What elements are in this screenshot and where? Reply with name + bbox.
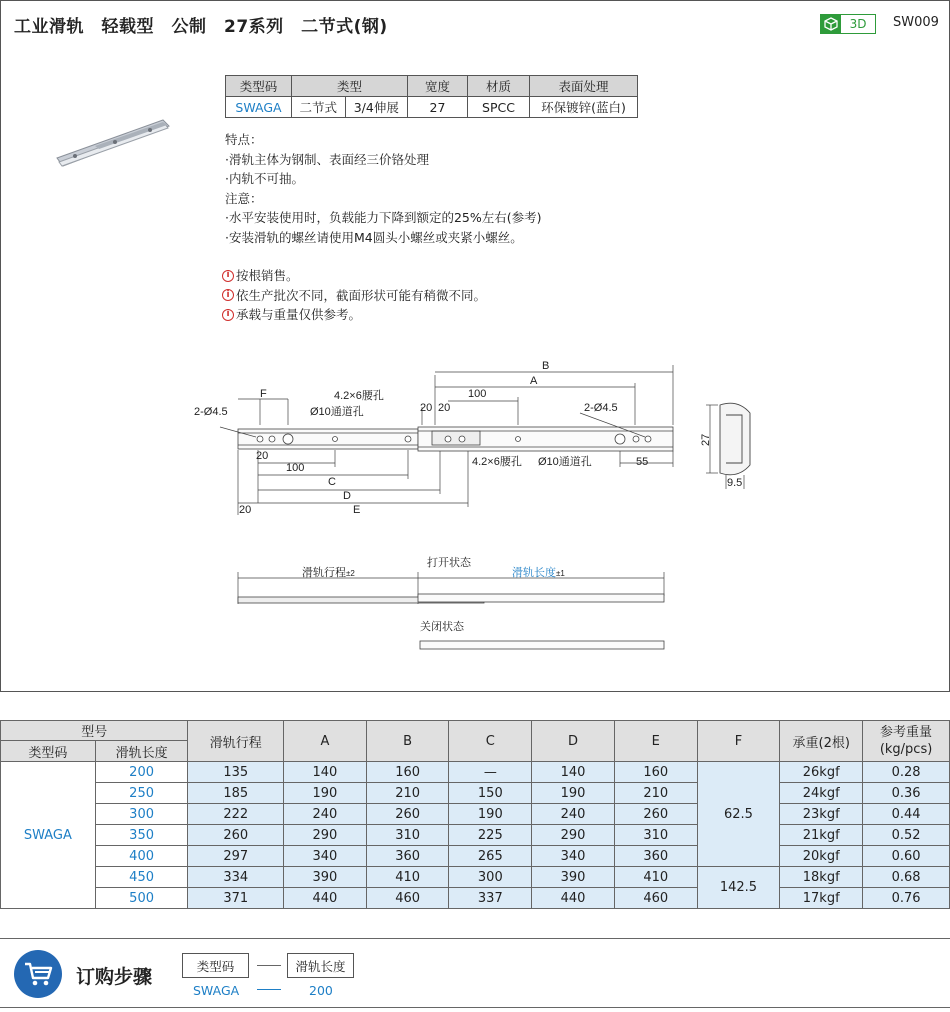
c-cell: 300 — [449, 867, 532, 888]
a-cell: 340 — [284, 846, 367, 867]
e-cell: 410 — [614, 867, 697, 888]
e-cell: 360 — [614, 846, 697, 867]
b-cell: 410 — [366, 867, 449, 888]
note-row — [222, 266, 486, 286]
c-cell: 190 — [449, 804, 532, 825]
sub-header-type-code: 类型码 — [1, 741, 96, 762]
b-cell: 460 — [366, 888, 449, 909]
info-icon: i — [222, 270, 234, 282]
note-row — [222, 305, 486, 325]
table-row — [1, 825, 950, 846]
dim-9-5: 9.5 — [727, 477, 743, 489]
caution-item: ·水平安装使用时，负载能力下降到额定的25%左右(参考) — [225, 210, 542, 226]
spec-header-type-code: 类型码 — [226, 76, 292, 97]
sub-header-length: 滑轨长度 — [95, 741, 188, 762]
dim-55: 55 — [636, 456, 649, 468]
spec-material: SPCC — [468, 97, 530, 118]
caution-title: 注意： — [225, 190, 263, 206]
d-cell: 290 — [532, 825, 615, 846]
spec-header-surface: 表面处理 — [530, 76, 638, 97]
load-cell: 20kgf — [780, 846, 863, 867]
col-load: 承重(2根) — [780, 721, 863, 762]
c-cell: 225 — [449, 825, 532, 846]
load-cell: 21kgf — [780, 825, 863, 846]
product-code: SW009 — [893, 15, 939, 30]
d-cell: 440 — [532, 888, 615, 909]
features-title: 特点： — [225, 132, 263, 147]
dim-100-top: 100 — [468, 388, 487, 400]
col-stroke: 滑轨行程 — [188, 721, 284, 762]
col-weight: 参考重量 (kg/pcs) — [863, 721, 950, 762]
order-value-separator — [257, 989, 281, 990]
table-row — [1, 762, 950, 783]
table-row — [1, 846, 950, 867]
c-cell: — — [449, 762, 532, 783]
dim-label-b: B — [542, 360, 550, 372]
spec-header-type: 类型 — [292, 76, 408, 97]
through-10-top: Ø10通道孔 — [310, 406, 364, 418]
b-cell: 360 — [366, 846, 449, 867]
cube-icon — [821, 15, 841, 33]
c-cell: 265 — [449, 846, 532, 867]
stroke-cell: 334 — [188, 867, 284, 888]
page-title: 工业滑轨 轻载型 公制 27系列 二节式(钢) — [14, 17, 388, 37]
a-cell: 290 — [284, 825, 367, 846]
stroke-cell: 260 — [188, 825, 284, 846]
table-row — [1, 804, 950, 825]
c-cell: 150 — [449, 783, 532, 804]
spec-type-1: 二节式 — [292, 97, 346, 118]
rail-length-label: 滑轨长度±1 — [512, 567, 565, 579]
order-length-box: 滑轨长度 — [287, 953, 354, 978]
slot-4x6-bottom: 4.2×6腰孔 — [472, 456, 522, 468]
dim-20-d: 20 — [239, 504, 252, 516]
dim-100-bottom: 100 — [286, 462, 305, 474]
hole-d45-right: 2-Ø4.5 — [584, 402, 618, 414]
open-state-label: 打开状态 — [427, 557, 471, 569]
load-cell: 23kgf — [780, 804, 863, 825]
spec-header-width: 宽度 — [408, 76, 468, 97]
stroke-cell: 222 — [188, 804, 284, 825]
e-cell: 260 — [614, 804, 697, 825]
stroke-cell: 135 — [188, 762, 284, 783]
length-cell: 450 — [95, 867, 188, 888]
stroke-label: 滑轨行程±2 — [302, 567, 355, 579]
weight-cell: 0.28 — [863, 762, 950, 783]
weight-cell: 0.44 — [863, 804, 950, 825]
col-a: A — [284, 721, 367, 762]
e-cell: 460 — [614, 888, 697, 909]
spec-type-2: 3/4伸展 — [345, 97, 407, 118]
type-code-cell: SWAGA — [1, 762, 96, 909]
dimension-drawing — [190, 355, 770, 530]
note-row — [222, 286, 486, 306]
f-cell: 142.5 — [697, 867, 780, 909]
length-cell: 350 — [95, 825, 188, 846]
info-icon: i — [222, 289, 234, 301]
d-cell: 190 — [532, 783, 615, 804]
order-length-value: 200 — [309, 983, 333, 998]
dimension-table — [0, 720, 950, 909]
model-group-header: 型号 — [1, 721, 188, 741]
d-cell: 390 — [532, 867, 615, 888]
col-b: B — [366, 721, 449, 762]
length-cell: 200 — [95, 762, 188, 783]
hole-d45-left: 2-Ø4.5 — [194, 406, 228, 418]
closed-state-label: 关闭状态 — [420, 621, 464, 633]
3d-button[interactable] — [820, 14, 876, 34]
col-c: C — [449, 721, 532, 762]
col-d: D — [532, 721, 615, 762]
a-cell: 390 — [284, 867, 367, 888]
dim-label-c: C — [328, 476, 336, 488]
dim-label-d: D — [343, 490, 351, 502]
through-10-bottom: Ø10通道孔 — [538, 456, 592, 468]
feature-item: ·滑轨主体为钢制、表面经三价铬处理 — [225, 151, 429, 167]
col-e: E — [614, 721, 697, 762]
weight-cell: 0.76 — [863, 888, 950, 909]
load-cell: 17kgf — [780, 888, 863, 909]
d-cell: 340 — [532, 846, 615, 867]
dim-label-e: E — [353, 504, 361, 516]
load-cell: 18kgf — [780, 867, 863, 888]
a-cell: 440 — [284, 888, 367, 909]
rail-product-image — [55, 118, 175, 174]
e-cell: 160 — [614, 762, 697, 783]
dim-label-f: F — [260, 388, 267, 400]
length-cell: 250 — [95, 783, 188, 804]
order-type-code-value: SWAGA — [193, 983, 240, 998]
c-cell: 337 — [449, 888, 532, 909]
note-text: 依生产批次不同，截面形状可能有稍微不同。 — [236, 287, 487, 303]
e-cell: 310 — [614, 825, 697, 846]
slot-4x6-top: 4.2×6腰孔 — [334, 390, 384, 402]
length-cell: 500 — [95, 888, 188, 909]
order-type-code-box: 类型码 — [182, 953, 249, 978]
cart-icon — [14, 950, 62, 998]
spec-surface: 环保镀锌(蓝白) — [530, 97, 638, 118]
3d-label: 3D — [849, 17, 867, 31]
stroke-cell: 297 — [188, 846, 284, 867]
spec-type-code: SWAGA — [226, 97, 292, 118]
weight-cell: 0.68 — [863, 867, 950, 888]
b-cell: 210 — [366, 783, 449, 804]
order-separator — [257, 965, 281, 966]
b-cell: 260 — [366, 804, 449, 825]
spec-table — [225, 75, 638, 118]
a-cell: 190 — [284, 783, 367, 804]
spec-width: 27 — [408, 97, 468, 118]
weight-cell: 0.36 — [863, 783, 950, 804]
dim-20-a: 20 — [420, 402, 433, 414]
length-cell: 300 — [95, 804, 188, 825]
length-cell: 400 — [95, 846, 188, 867]
weight-cell: 0.60 — [863, 846, 950, 867]
weight-cell: 0.52 — [863, 825, 950, 846]
stroke-cell: 185 — [188, 783, 284, 804]
f-cell: 62.5 — [697, 762, 780, 867]
col-f: F — [697, 721, 780, 762]
order-title: 订购步骤 — [76, 966, 153, 988]
spec-header-material: 材质 — [468, 76, 530, 97]
table-row — [1, 783, 950, 804]
info-icon: i — [222, 309, 234, 321]
d-cell: 140 — [532, 762, 615, 783]
dim-20-c: 20 — [256, 450, 269, 462]
a-cell: 140 — [284, 762, 367, 783]
load-cell: 24kgf — [780, 783, 863, 804]
caution-item: ·安装滑轨的螺丝请使用M4圆头小螺丝或夹紧小螺丝。 — [225, 229, 523, 245]
b-cell: 160 — [366, 762, 449, 783]
stroke-cell: 371 — [188, 888, 284, 909]
features — [225, 130, 542, 248]
table-row — [1, 867, 950, 888]
b-cell: 310 — [366, 825, 449, 846]
note-text: 承载与重量仅供参考。 — [236, 307, 362, 322]
load-cell: 26kgf — [780, 762, 863, 783]
notes — [222, 266, 486, 325]
dim-label-a: A — [530, 375, 538, 387]
a-cell: 240 — [284, 804, 367, 825]
table-row — [1, 888, 950, 909]
dim-27: 27 — [700, 433, 712, 446]
note-text: 按根销售。 — [236, 268, 299, 283]
state-drawing — [230, 552, 680, 662]
order-steps — [0, 938, 950, 1008]
feature-item: ·内轨不可抽。 — [225, 171, 304, 187]
dim-20-b: 20 — [438, 402, 451, 414]
e-cell: 210 — [614, 783, 697, 804]
d-cell: 240 — [532, 804, 615, 825]
